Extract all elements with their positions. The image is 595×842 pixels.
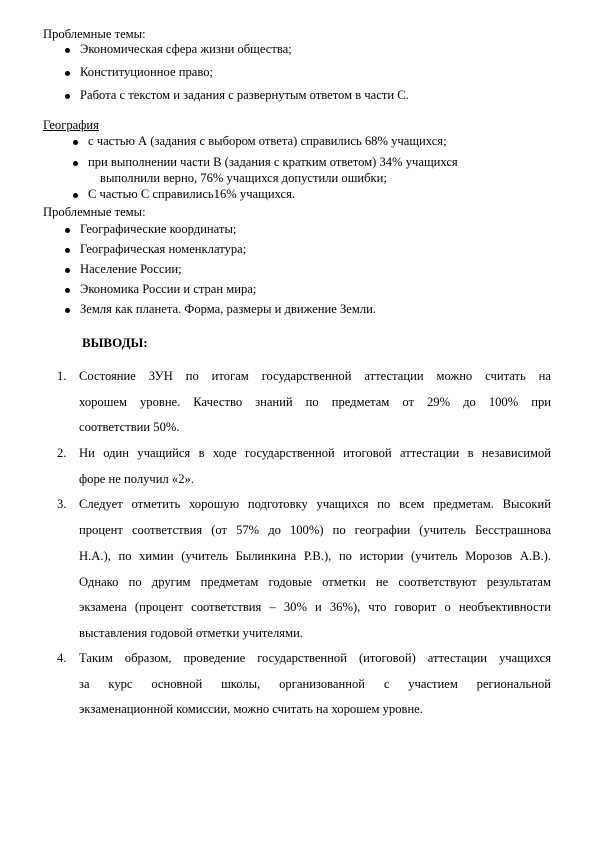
bullet-icon [65,308,70,313]
paragraph-line: процент соответствия (от 57% до 100%) по географии (учитель Бесстрашнова [79,523,551,537]
problem-topics-label: Проблемные темы: [43,205,146,219]
problem-topics-label: Проблемные темы: [43,27,146,41]
paragraph-line: выставления годовой отметки учителями. [79,626,303,640]
paragraph-line: Таким образом, проведение государственной (итоговой) аттестации учащихся [79,651,551,665]
list-item: Земля как планета. Форма, размеры и движение Земли. [80,302,377,316]
paragraph-line: Следует отметить хорошую подготовку учащихся по всем предметам. Высокий [79,497,551,511]
list-item: Географические координаты; [80,222,237,236]
section-title: География [43,118,99,132]
paragraph-line: Однако по другим предметам годовые отметки не соответствуют результатам [79,575,551,589]
bullet-icon [65,94,70,99]
list-item: Экономическая сфера жизни общества; [80,42,292,56]
paragraph-line: форе не получил «2». [79,472,194,486]
paragraph-line: экзаменационной комиссии, можно считать на хорошем уровне. [79,702,423,716]
bullet-icon [73,161,78,166]
conclusions-heading: ВЫВОДЫ: [82,335,148,350]
list-number: 4. [57,651,67,665]
list-item: Население России; [80,262,182,276]
list-item: Географическая номенклатура; [80,242,247,256]
bullet-icon [73,140,78,145]
bullet-icon [65,228,70,233]
list-number: 1. [57,369,67,383]
bullet-icon [65,71,70,76]
bullet-icon [65,248,70,253]
list-number: 3. [57,497,67,511]
paragraph-line: Н.А.), по химии (учитель Былинкина Р.В.), по истории (учитель Морозов А.В.). [79,549,551,563]
paragraph-line: экзамена (процент соответствия – 30% и 36%), что говорит о необъективности [79,600,551,614]
list-item: Конституционное право; [80,65,214,79]
paragraph-line: Ни один учащийся в ходе государственной итоговой аттестации в независимой [79,446,551,460]
list-item-continuation: выполнили верно, 76% учащихся допустили ошибки; [100,171,387,185]
paragraph-line: за курс основной школы, организованной с участием региональной [79,677,551,691]
paragraph-line: соответствии 50%. [79,420,180,434]
list-item: Работа с текстом и задания с развернутым ответом в части С. [80,88,409,102]
list-item: с частью А (задания с выбором ответа) справились 68% учащихся; [88,134,447,148]
paragraph-line: хорошем уровне. Качество знаний по предметам от 29% до 100% при [79,395,551,409]
list-item: при выполнении части В (задания с кратким ответом) 34% учащихся [88,155,458,169]
list-item: С частью С справились16% учащихся. [88,187,296,201]
bullet-icon [65,268,70,273]
list-item: Экономика России и стран мира; [80,282,257,296]
list-number: 2. [57,446,67,460]
bullet-icon [73,193,78,198]
paragraph-line: Состояние ЗУН по итогам государственной аттестации можно считать на [79,369,551,383]
bullet-icon [65,48,70,53]
bullet-icon [65,288,70,293]
